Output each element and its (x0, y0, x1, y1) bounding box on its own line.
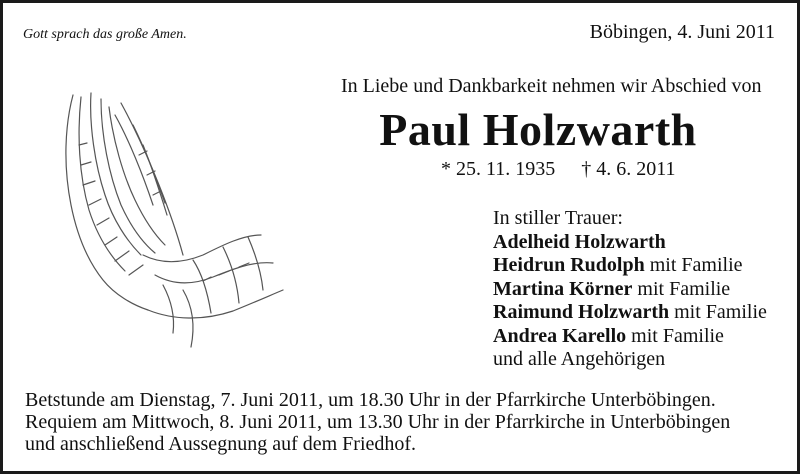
praying-hands-icon (43, 85, 293, 365)
mourners-heading: In stiller Trauer: (493, 207, 623, 229)
deceased-name: Paul Holzwarth (379, 104, 697, 155)
service-line-2: Requiem am Mittwoch, 8. Juni 2011, um 13.30 Uhr in der Pfarrkirche in Unterböbingen (25, 411, 731, 433)
service-info (25, 389, 730, 455)
mourner-row (493, 301, 767, 325)
intro-line: In Liebe und Dankbarkeit nehmen wir Abschied von (341, 75, 762, 97)
motto: Gott sprach das große Amen. (23, 27, 187, 42)
mourner-name: Martina Körner (493, 277, 633, 300)
mourner-row (493, 325, 767, 349)
mourner-name: Andrea Karello (493, 324, 627, 347)
birth-date: * 25. 11. 1935 (441, 158, 556, 180)
mourner-name: Adelheid Holzwarth (493, 230, 666, 253)
mourner-row (493, 231, 767, 255)
mourner-row (493, 254, 767, 278)
mourner-suffix: mit Familie (637, 277, 731, 300)
mourner-name: Raimund Holzwarth (493, 301, 670, 323)
place-date: Böbingen, 4. Juni 2011 (589, 21, 775, 43)
service-line-3: und anschließend Aussegnung auf dem Friedhof. (25, 433, 417, 455)
mourners-block (493, 207, 767, 372)
mourner-row (493, 278, 767, 302)
mourners-closing: und alle Angehörigen (493, 348, 666, 370)
service-line-1: Betstunde am Dienstag, 7. Juni 2011, um 18.30 Uhr in der Pfarrkirche Unterböbingen. (25, 389, 716, 411)
mourner-suffix: mit Familie (649, 254, 743, 276)
mourner-suffix: mit Familie (631, 324, 724, 347)
life-dates (441, 158, 676, 181)
mourner-suffix: mit Familie (674, 301, 767, 323)
mourner-name: Heidrun Rudolph (493, 254, 645, 276)
death-date: † 4. 6. 2011 (581, 158, 676, 180)
